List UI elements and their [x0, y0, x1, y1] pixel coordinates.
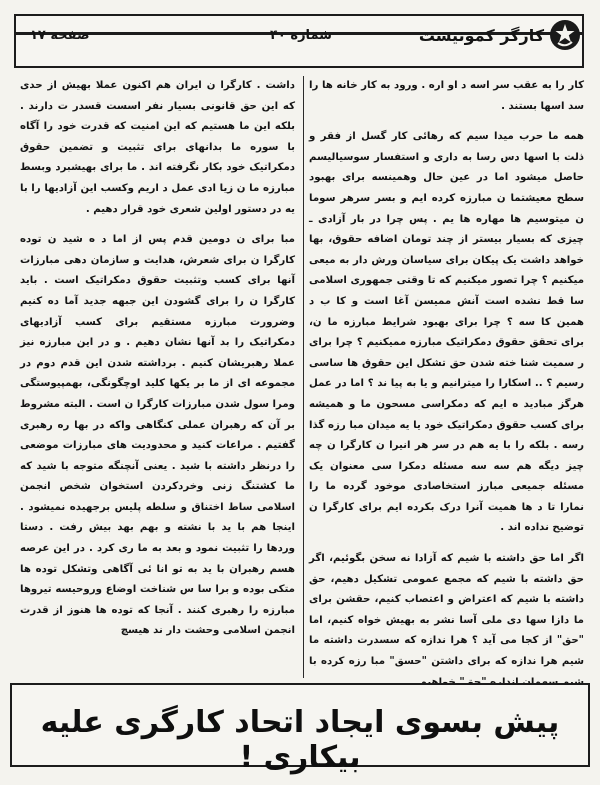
paragraph: همه ما حرب میدا سیم که رهائی کار گسل از فقر و ذلت با اسها دس رسا به داری و استفسار سوسیالیسم حاصل میشود اما در عین حال وهمینسه برای بهبود سطح معیشتما ن مبارزه کرده ایم و بسر سرهر سوما ن میتوسیم ها مهاره ها یم . پس چرا در بار آزادی ـ چیزی که بسیار بیستر از چند تومان اضافه حقوق، بها خواهد داشت یک پیکان برای سیاسان ورش دار به میعی میکنیم ؟ چرا تصور میکنیم که تا وقتی جمهوری اسلامی سا قط نشده است آنش ممیسن آغا است و کا ب د همین کا سه ؟ چرا برای بهبود شرایط مبارزه ما ن، برای تحقق حقوق دمکراتیک مبارزه ممیکنیم ؟ چرا برای ر سمیت شنا خته شدن حق تشکل این حقوق ها ساسی رسیم ؟ .. اسکارا را میترانیم و یا به پیا ند ؟ اما در عمل هرگز مبادید ه ایم که دمکراسی مسحون ما و همیشه برای کسب حقوق دمکراتیک خود یا یه میدان مبا رزه گذا رسه . بلکه را با یه هم در سر هر انیرا ن کارگرا ن چه چیز دیگه هم سه سه مسئله دمکرا سی معنوان یک مسئله جمیعی مبارز استخاصادی موخود گرده ما را نمارا تا د ها همیت آنرا درک بکرده ایم برای کارگرا ن توضیح نداده اند .	[309, 131, 584, 534]
right-column	[309, 76, 584, 678]
paragraph: مبا برای ن دومین قدم پس از اما د ه شید ن توده کارگرا ن برای شعرش، هدایت و سازمان دهی مبارزات آنها برای کسب وتثبیت حقوق دمکراتیک است . باید کارگرا ن را برای گشودن این جبهه جدید آما ده کنیم وضرورت مبارزه مستقیم برای کسب آزادیهای دمکراتیک را بد آنها نشان دهیم . و در این مبارزه نیز عملا رهبریشان کنیم . برداشته شدن این قدم دوم در مجموعه ای از ما بر یکها کلید اوچگونگی، بهمپیوستگی ومرا سول شدن مبارزات کارگرا ن است . البته مشروط بر آن که رهبران عملی کنگاهی واکه در بها ره رهبری گفتیم . مراعات کنید و محدودیت های مبارزات موضعی را درنظر داشته با شید . یعنی آنچنگه متوجه با شید که ما کشتنگ زنی وخردکردن استخوان شخص انجمن اسلامی ساط اختناق و سلطه پلیس برجهیده نمیشود . اینجا هم با ید با نشته و بهم بهد بیش رفت . دستا وردها را تثبیت نمود و بعد به ما ری کرد . در این عرصه هسم رهبران با ید به تو انا ئی آگاهی وتشکل توده ها متکی بوده و برا سا س شناخت اوضاع وروحیسه تیروها مبارزه را رهبری کنند . آنجا که توده ها هنوز از قدرت انجمن اسلامی وحشت دار ند هیسچ	[20, 234, 295, 637]
article-body	[14, 76, 584, 678]
paragraph: اگر اما حق داشته با شیم که آزادا نه سخن بگوئیم، اگر حق داشته با شیم که مجمع عمومی تشکیل دهیم، حق داشته با شیم که اعتراض و اعتصاب کنیم، حقشن برای ما دازا سها دی ملی آسا نشر به بهیش خواه کنیم، اما "حق" از کجا می آید ؟ هرا ندازه که سسدرت داشته ما شیم هرا ندازه که برای داشتن "حسق" مبا رزه کرده با	[309, 553, 584, 668]
slogan-banner	[10, 683, 590, 775]
issue-number: شماره ۴۰	[270, 28, 332, 43]
paragraph: داشت . کارگرا ن ایران هم اکنون عملا بهیش از حدی که این حق قانونی بسیار نفر اسست قسدر ت دارند . بلکه این ما هستیم که این امنیت که قدرت خود را آگاه با سوره ما بدانهای برای تثبیت و تضمین حقوق دمکراتیک خود بکار نگرفته اند . ما برای بهیشبرد وبسط مبارزه ما ن زیا ادی عمل د اریم وکسب این آزادیها را با یه در دستور اولین شعری خود قرار دهیم .	[20, 80, 295, 215]
column-divider	[303, 76, 304, 678]
masthead-title: کارگر کمونیست	[418, 26, 544, 45]
slogan-text: پیش بسوی ایجاد اتحاد کارگری علیه بیکاری !	[40, 705, 560, 775]
left-column	[20, 76, 295, 678]
page-number: صفحه ۱۷	[30, 28, 90, 43]
paragraph: کار را به عقب سر اسه د او اره . ورود به کار خانه ها را سد اسها بستند .	[309, 80, 584, 112]
star-hammer-sickle-icon	[548, 18, 582, 52]
